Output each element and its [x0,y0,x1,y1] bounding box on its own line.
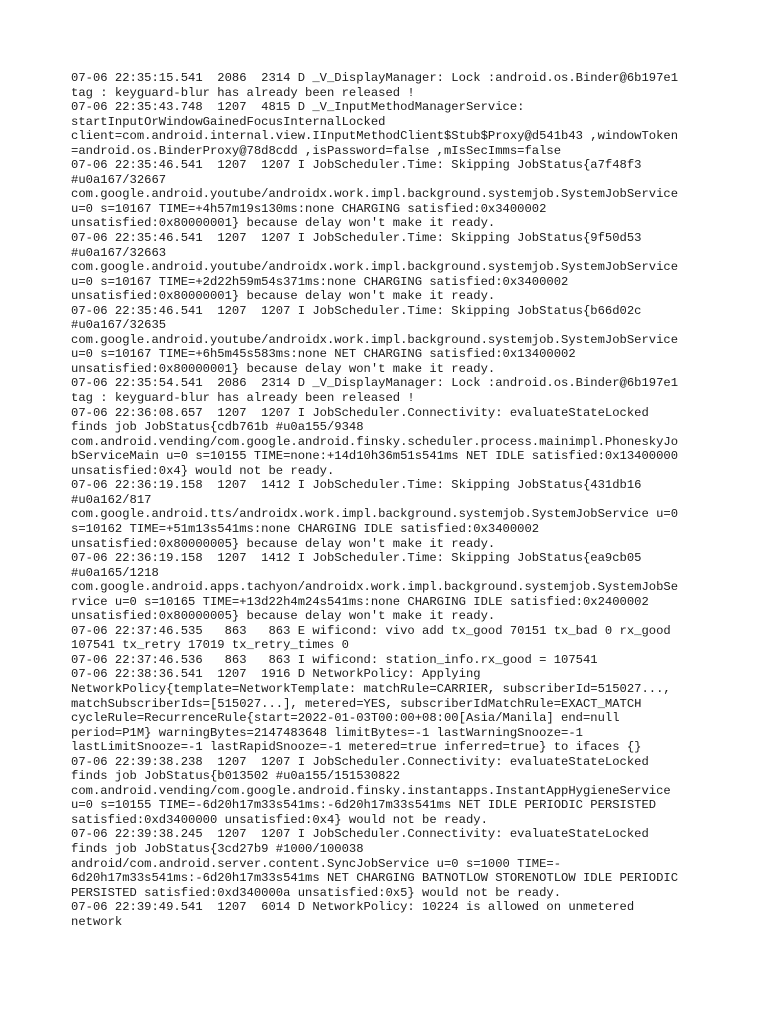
log-line: cycleRule=RecurrenceRule{start=2022-01-03T00:00+08:00[Asia/Manila] end=null [71,711,620,726]
log-line: finds job JobStatus{3cd27b9 #1000/100038 [71,841,364,856]
log-line: 07-06 22:35:43.748 1207 4815 D _V_InputMethodManagerService: [71,100,525,115]
log-line: 07-06 22:39:38.245 1207 1207 I JobScheduler.Connectivity: evaluateStateLocked [71,827,649,842]
log-line: satisfied:0xd3400000 unsatisfied:0x4} would not be ready. [71,812,488,827]
log-line: finds job JobStatus{b013502 #u0a155/151530822 [71,769,401,784]
log-line: =android.os.BinderProxy@78d8cdd ,isPassword=false ,mIsSecImms=false [71,143,562,158]
log-line: 107541 tx_retry 17019 tx_retry_times 0 [71,638,349,653]
log-line: NetworkPolicy{template=NetworkTemplate: matchRule=CARRIER, subscriberId=515027..., [71,681,671,696]
log-line: s=10162 TIME=+51m13s541ms:none CHARGING IDLE satisfied:0x3400002 [71,521,540,536]
log-line: com.google.android.apps.tachyon/androidx.work.impl.background.systemjob.SystemJobSe [71,580,679,595]
log-line: 07-06 22:35:46.541 1207 1207 I JobScheduler.Time: Skipping JobStatus{a7f48f3 [71,158,642,173]
log-line: network [71,914,123,929]
log-line: #u0a167/32663 [71,245,167,260]
log-line: 07-06 22:35:54.541 2086 2314 D _V_DisplayManager: Lock :android.os.Binder@6b197e1 [71,376,679,391]
log-line: bServiceMain u=0 s=10155 TIME=none:+14d10h36m51s541ms NET IDLE satisfied:0x13400000 [71,449,679,464]
log-line: #u0a167/32635 [71,318,167,333]
log-line: 07-06 22:39:49.541 1207 6014 D NetworkPolicy: 10224 is allowed on unmetered [71,900,635,915]
log-line: 07-06 22:36:19.158 1207 1412 I JobScheduler.Time: Skipping JobStatus{ea9cb05 [71,551,642,566]
log-line: lastLimitSnooze=-1 lastRapidSnooze=-1 metered=true inferred=true} to ifaces {} [71,740,642,755]
log-line: tag : keyguard-blur has already been released ! [71,391,415,406]
log-line: #u0a165/1218 [71,565,159,580]
log-line: unsatisfied:0x80000005} because delay won't make it ready. [71,609,496,624]
log-line: 07-06 22:38:36.541 1207 1916 D NetworkPolicy: Applying [71,667,481,682]
log-line: client=com.android.internal.view.IInputMethodClient$Stub$Proxy@d541b43 ,windowToken [71,129,679,144]
log-line: 07-06 22:35:46.541 1207 1207 I JobScheduler.Time: Skipping JobStatus{b66d02c [71,303,642,318]
log-line: unsatisfied:0x4} would not be ready. [71,463,335,478]
log-line: u=0 s=10155 TIME=-6d20h17m33s541ms:-6d20h17m33s541ms NET IDLE PERIODIC PERSISTED [71,798,657,813]
log-line: #u0a167/32667 [71,172,167,187]
log-line: com.google.android.youtube/androidx.work.impl.background.systemjob.SystemJobService [71,187,679,202]
log-line: PERSISTED satisfied:0xd340000a unsatisfied:0x5} would not be ready. [71,885,562,900]
log-line: 6d20h17m33s541ms:-6d20h17m33s541ms NET CHARGING BATNOTLOW STORENOTLOW IDLE PERIODIC [71,871,679,886]
log-line: unsatisfied:0x80000001} because delay won't make it ready. [71,361,496,376]
log-line: matchSubscriberIds=[515027...], metered=YES, subscriberIdMatchRule=EXACT_MATCH [71,696,642,711]
log-line: u=0 s=10167 TIME=+4h57m19s130ms:none CHARGING satisfied:0x3400002 [71,201,547,216]
log-line: tag : keyguard-blur has already been released ! [71,85,415,100]
log-line: 07-06 22:39:38.238 1207 1207 I JobScheduler.Connectivity: evaluateStateLocked [71,754,649,769]
log-line: 07-06 22:37:46.535 863 863 E wificond: vivo add tx_good 70151 tx_bad 0 rx_good [71,623,671,638]
log-line: android/com.android.server.content.SyncJobService u=0 s=1000 TIME=- [71,856,562,871]
log-line: unsatisfied:0x80000001} because delay won't make it ready. [71,289,496,304]
log-text-block [71,71,711,929]
log-line: rvice u=0 s=10165 TIME=+13d22h4m24s541ms:none CHARGING IDLE satisfied:0x2400002 [71,594,649,609]
log-line: 07-06 22:37:46.536 863 863 I wificond: station_info.rx_good = 107541 [71,652,598,667]
log-line: #u0a162/817 [71,492,152,507]
log-line: com.google.android.youtube/androidx.work.impl.background.systemjob.SystemJobService [71,260,679,275]
log-line: unsatisfied:0x80000001} because delay won't make it ready. [71,216,496,231]
log-line: com.android.vending/com.google.android.finsky.instantapps.InstantAppHygieneService [71,783,671,798]
log-line: 07-06 22:36:08.657 1207 1207 I JobScheduler.Connectivity: evaluateStateLocked [71,405,649,420]
log-line: unsatisfied:0x80000005} because delay won't make it ready. [71,536,496,551]
log-line: 07-06 22:35:15.541 2086 2314 D _V_DisplayManager: Lock :android.os.Binder@6b197e1 [71,71,679,85]
log-line: u=0 s=10167 TIME=+6h5m45s583ms:none NET CHARGING satisfied:0x13400002 [71,347,576,362]
log-line: startInputOrWindowGainedFocusInternalLocked [71,114,386,129]
log-line: com.google.android.youtube/androidx.work.impl.background.systemjob.SystemJobService [71,332,679,347]
log-line: finds job JobStatus{cdb761b #u0a155/9348 [71,420,364,435]
log-line: 07-06 22:35:46.541 1207 1207 I JobScheduler.Time: Skipping JobStatus{9f50d53 [71,231,642,246]
log-line: period=P1M} warningBytes=2147483648 limitBytes=-1 lastWarningSnooze=-1 [71,725,583,740]
log-line: com.google.android.tts/androidx.work.impl.background.systemjob.SystemJobService u=0 [71,507,679,522]
log-line: com.android.vending/com.google.android.finsky.scheduler.process.mainimpl.PhoneskyJo [71,434,679,449]
log-line: u=0 s=10167 TIME=+2d22h59m54s371ms:none CHARGING satisfied:0x3400002 [71,274,569,289]
log-document [71,71,711,929]
log-line: 07-06 22:36:19.158 1207 1412 I JobScheduler.Time: Skipping JobStatus{431db16 [71,478,642,493]
